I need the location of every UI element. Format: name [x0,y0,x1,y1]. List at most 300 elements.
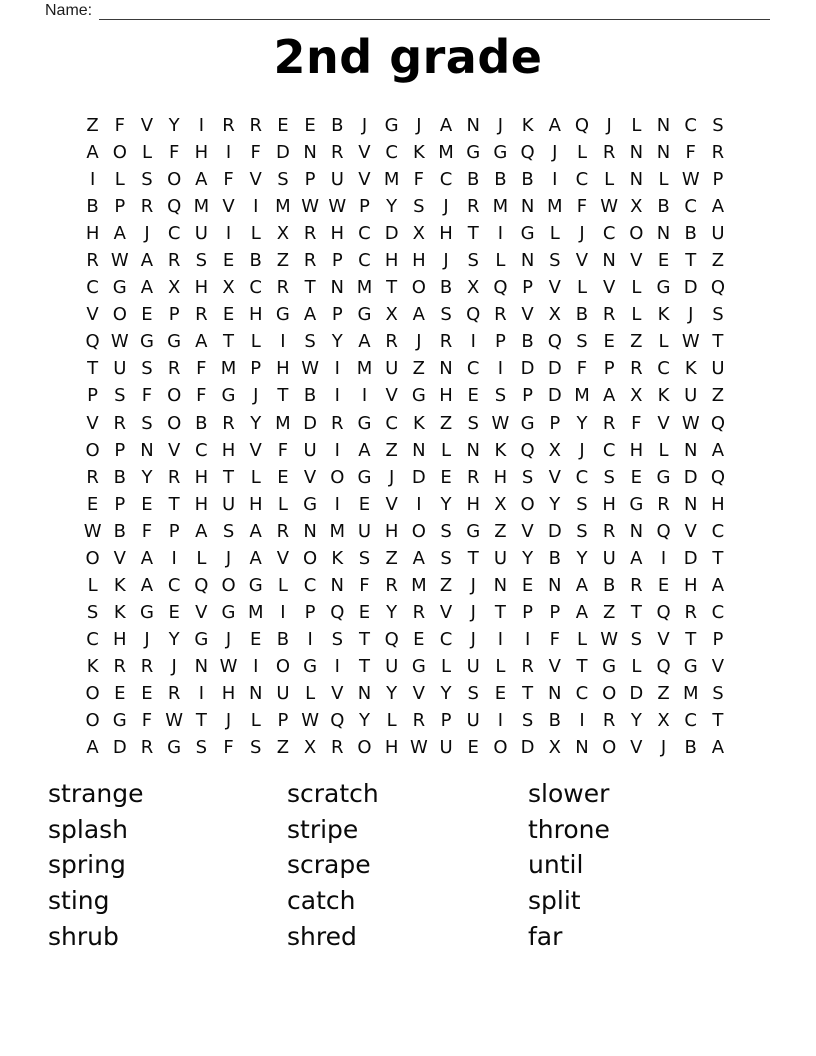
grid-letter: H [412,250,426,272]
grid-letter: X [630,196,643,218]
grid-letter: V [86,304,99,326]
grid-letter: V [521,520,534,542]
grid-letter: E [603,331,615,353]
grid-letter: Q [167,196,182,218]
grid-letter: B [521,331,534,353]
grid-letter: X [494,493,507,515]
grid-letter: M [193,196,210,218]
grid-letter: V [602,277,616,299]
grid-letter: X [276,223,290,245]
grid-letter: A [140,574,154,596]
grid-letter: R [494,304,507,326]
grid-letter: R [331,412,344,434]
grid-letter: F [196,358,207,380]
grid-letter: G [303,655,318,677]
grid-letter: M [438,142,454,164]
grid-letter: P [114,493,126,515]
grid-letter: R [113,655,127,677]
grid-letter: I [334,439,340,461]
grid-letter: N [248,682,263,704]
grid-letter: G [275,304,290,326]
grid-letter: L [250,223,261,245]
grid-letter: W [301,358,319,380]
grid-letter: R [249,115,262,136]
grid-letter: P [494,331,506,353]
grid-letter: R [140,196,154,218]
grid-letter: R [303,250,317,272]
grid-letter: N [520,250,535,272]
grid-letter: U [466,655,480,677]
grid-letter: G [411,655,426,677]
grid-letter: I [334,493,340,515]
grid-letter: V [521,304,534,326]
grid-letter: G [602,655,617,677]
grid-letter: Y [141,466,153,488]
grid-letter: V [575,250,589,272]
grid-letter: V [548,466,561,488]
grid-letter: S [712,304,724,326]
grid-letter: F [413,169,425,191]
grid-letter: S [222,520,235,542]
word-item: far [528,921,563,951]
grid-letter: E [141,682,153,704]
grid-letter: P [304,169,316,191]
grid-letter: A [86,142,99,164]
grid-letter: S [576,520,588,542]
word-item: slower [528,779,610,808]
grid-letter: L [576,142,587,164]
grid-letter: Z [439,574,453,596]
grid-letter: X [222,277,235,299]
grid-letter: L [576,628,587,650]
grid-letter: X [467,277,480,299]
grid-letter: K [684,358,697,380]
grid-letter: U [711,358,725,380]
grid-letter: H [248,493,263,515]
grid-letter: Y [522,547,534,569]
grid-letter: I [497,358,504,380]
grid-letter: P [168,520,180,542]
grid-letter: C [711,520,725,542]
grid-letter: F [223,169,234,191]
grid-letter: L [495,655,506,677]
grid-letter: G [629,493,644,515]
grid-letter: B [684,223,697,245]
grid-letter: I [198,115,204,136]
grid-letter: J [606,115,612,136]
grid-letter: C [684,710,697,732]
grid-letter: M [275,412,291,434]
grid-letter: Z [602,601,616,623]
grid-letter: Q [574,115,590,136]
grid-letter: E [467,385,479,407]
grid-letter: R [711,142,725,164]
grid-letter: J [470,601,476,623]
grid-letter: B [684,737,697,759]
grid-letter: H [248,304,263,326]
grid-letter: H [384,520,399,542]
grid-letter: U [303,439,317,461]
grid-letter: R [303,223,317,245]
grid-letter: A [358,331,371,353]
grid-letter: Z [276,737,290,759]
grid-letter: I [334,385,340,407]
grid-letter: E [250,628,262,650]
grid-letter: V [222,196,235,218]
grid-letter: S [440,547,452,569]
grid-letter: L [277,574,288,596]
grid-letter: V [385,493,398,515]
grid-letter: N [656,142,671,164]
grid-letter: S [141,412,153,434]
grid-letter: P [304,601,316,623]
grid-letter: L [549,223,560,245]
grid-letter: G [656,466,671,488]
word-item: stripe [287,814,359,844]
grid-letter: M [682,682,699,704]
grid-letter: W [301,196,319,218]
grid-letter: P [331,304,343,326]
grid-letter: W [600,628,619,650]
grid-letter: G [520,223,535,245]
grid-letter: O [303,547,318,569]
grid-letter: M [356,358,373,380]
grid-letter: S [549,250,561,272]
grid-letter: H [194,493,209,515]
grid-letter: F [114,115,125,136]
grid-letter: R [331,142,344,164]
grid-letter: W [165,710,184,732]
grid-letter: C [684,115,697,136]
grid-letter: F [168,142,180,164]
grid-letter: W [491,412,510,434]
grid-letter: H [439,385,453,407]
grid-letter: D [303,412,318,434]
grid-letter: G [167,737,182,759]
grid-letter: R [222,412,235,434]
grid-letter: C [86,628,99,650]
grid-letter: P [522,601,534,623]
grid-letter: V [249,439,262,461]
grid-letter: U [330,169,344,191]
grid-letter: T [358,628,370,650]
grid-letter: F [576,358,588,380]
grid-letter: E [86,493,99,515]
grid-letter: R [684,601,697,623]
grid-letter: W [681,412,700,434]
grid-letter: E [358,493,371,515]
grid-letter: Y [386,196,398,218]
grid-letter: F [631,412,642,434]
grid-letter: L [658,331,669,353]
grid-letter: V [249,169,262,191]
grid-letter: C [358,223,371,245]
grid-letter: V [657,412,670,434]
grid-letter: V [412,682,425,704]
grid-letter: R [630,358,643,380]
grid-letter: R [222,115,235,136]
grid-letter: M [574,385,590,407]
grid-letter: S [576,493,588,515]
grid-letter: R [602,710,616,732]
grid-letter: M [492,196,509,218]
grid-letter: G [248,574,263,596]
grid-letter: R [140,737,154,759]
grid-letter: J [688,304,694,326]
grid-letter: K [113,601,126,623]
grid-letter: W [681,331,700,353]
grid-letter: Y [440,493,452,515]
grid-letter: P [549,412,561,434]
grid-letter: E [304,115,316,136]
grid-letter: O [602,737,617,759]
grid-letter: P [87,385,99,407]
grid-letter: T [630,601,642,623]
grid-letter: K [657,385,670,407]
grid-letter: T [712,547,724,569]
grid-letter: D [384,223,399,245]
grid-letter: W [83,520,102,542]
grid-letter: T [168,493,180,515]
grid-letter: G [194,628,209,650]
grid-letter: N [357,682,372,704]
grid-letter: I [334,655,340,677]
grid-letter: X [630,385,643,407]
grid-letter: G [303,493,318,515]
grid-letter: V [548,277,561,299]
grid-letter: A [140,250,154,272]
grid-letter: T [685,250,697,272]
grid-letter: V [657,628,670,650]
grid-letter: T [358,655,370,677]
grid-letter: N [303,142,317,164]
grid-letter: V [195,601,208,623]
grid-letter: N [303,520,317,542]
grid-letter: U [439,737,453,759]
grid-letter: Q [656,520,671,542]
grid-letter: L [196,547,207,569]
grid-letter: R [113,412,127,434]
grid-letter: J [579,439,585,461]
grid-letter: D [629,682,644,704]
grid-letter: C [249,277,262,299]
grid-letter: F [196,385,207,407]
grid-letter: A [140,277,154,299]
grid-letter: B [521,169,534,191]
grid-letter: O [112,304,127,326]
grid-letter: V [167,439,181,461]
grid-letter: S [494,385,507,407]
grid-letter: Q [330,601,345,623]
grid-letter: H [113,628,127,650]
word-item: shred [287,921,357,951]
grid-letter: R [412,710,426,732]
grid-letter: N [656,115,671,136]
grid-letter: W [301,710,319,732]
grid-letter: L [631,277,642,299]
grid-letter: E [277,466,289,488]
grid-letter: X [548,439,561,461]
grid-letter: I [552,169,558,191]
word-item: scrape [287,850,371,880]
grid-letter: P [712,169,724,191]
grid-letter: U [113,358,127,380]
grid-letter: T [467,547,479,569]
grid-letter: C [575,466,589,488]
word-item: catch [287,886,356,916]
grid-letter: I [280,601,286,623]
grid-letter: W [409,737,428,759]
grid-letter: Z [385,439,398,461]
grid-letter: M [220,358,237,380]
grid-letter: H [683,574,698,596]
grid-letter: N [330,277,345,299]
grid-letter: C [167,574,181,596]
grid-letter: D [547,358,562,380]
grid-letter: S [440,520,452,542]
grid-letter: T [304,277,316,299]
grid-letter: A [602,385,616,407]
grid-letter: M [275,196,291,218]
word-item: spring [48,850,126,880]
grid-letter: R [602,520,616,542]
grid-letter: P [114,439,126,461]
grid-letter: S [712,115,724,136]
grid-letter: U [276,682,290,704]
grid-letter: U [385,358,399,380]
grid-letter: A [86,737,99,759]
grid-letter: A [711,439,725,461]
grid-letter: I [497,628,504,650]
grid-letter: U [194,223,208,245]
grid-letter: E [630,466,643,488]
grid-letter: T [712,331,724,353]
grid-letter: F [141,710,153,732]
grid-letter: O [275,655,290,677]
puzzle-title: 2nd grade [273,30,543,84]
grid-letter: G [520,412,535,434]
grid-letter: G [466,520,481,542]
grid-letter: Z [439,412,453,434]
grid-letter: J [443,196,449,218]
grid-letter: B [86,196,99,218]
grid-letter: D [112,737,127,759]
grid-letter: B [439,277,453,299]
grid-letter: C [466,358,480,380]
grid-letter: H [276,358,290,380]
grid-letter: J [225,710,232,732]
grid-letter: Z [711,385,725,407]
grid-letter: O [330,466,345,488]
grid-letter: T [195,710,207,732]
grid-letter: E [277,115,289,136]
grid-letter: P [168,304,180,326]
grid-letter: O [167,385,182,407]
grid-letter: D [683,277,698,299]
grid-letter: H [711,493,725,515]
grid-letter: T [685,628,697,650]
grid-letter: L [141,142,152,164]
grid-letter: P [250,358,262,380]
grid-letter: U [602,547,616,569]
grid-letter: R [630,574,643,596]
grid-letter: T [576,655,588,677]
grid-letter: N [656,223,671,245]
grid-letter: Y [250,412,262,434]
word-item: split [528,886,581,916]
grid-letter: H [629,439,644,461]
grid-letter: S [114,385,126,407]
grid-letter: O [85,710,100,732]
grid-letter: A [439,115,453,136]
grid-letter: A [140,547,154,569]
grid-letter: A [711,196,725,218]
grid-letter: L [386,710,397,732]
grid-letter: I [497,710,504,732]
word-item: strange [48,779,144,808]
grid-letter: G [357,304,372,326]
grid-letter: H [194,142,209,164]
grid-letter: O [221,574,236,596]
grid-letter: H [194,466,209,488]
grid-letter: H [85,223,100,245]
grid-letter: S [603,466,615,488]
grid-letter: B [467,169,480,191]
grid-letter: C [575,169,589,191]
grid-letter: M [356,277,373,299]
grid-letter: J [253,385,259,407]
grid-letter: A [412,304,425,326]
grid-letter: K [113,574,126,596]
grid-letter: F [576,196,588,218]
grid-letter: J [225,547,232,569]
grid-letter: B [657,196,670,218]
grid-letter: E [657,250,670,272]
grid-letter: D [547,385,562,407]
grid-letter: I [89,169,96,191]
grid-letter: V [303,466,317,488]
grid-letter: Z [412,358,426,380]
grid-letter: I [198,682,204,704]
grid-letter: G [384,115,399,136]
grid-letter: H [194,277,209,299]
grid-letter: R [331,737,344,759]
grid-letter: V [86,412,99,434]
grid-letter: Q [384,628,399,650]
grid-letter: S [195,250,208,272]
grid-letter: O [493,737,508,759]
grid-letter: Y [331,331,343,353]
grid-letter: N [330,574,345,596]
grid-letter: W [219,655,238,677]
grid-letter: S [331,628,343,650]
grid-letter: V [331,682,344,704]
grid-letter: L [277,493,288,515]
grid-letter: G [493,142,508,164]
grid-letter: S [413,196,425,218]
grid-letter: R [276,277,290,299]
grid-letter: L [441,439,452,461]
word-list-column [287,776,528,955]
grid-letter: D [520,358,535,380]
grid-letter: E [222,304,235,326]
grid-letter: I [225,223,232,245]
grid-letter: R [195,304,208,326]
grid-letter: R [521,655,534,677]
grid-letter: S [467,682,479,704]
grid-letter: C [711,601,725,623]
grid-letter: L [441,655,452,677]
